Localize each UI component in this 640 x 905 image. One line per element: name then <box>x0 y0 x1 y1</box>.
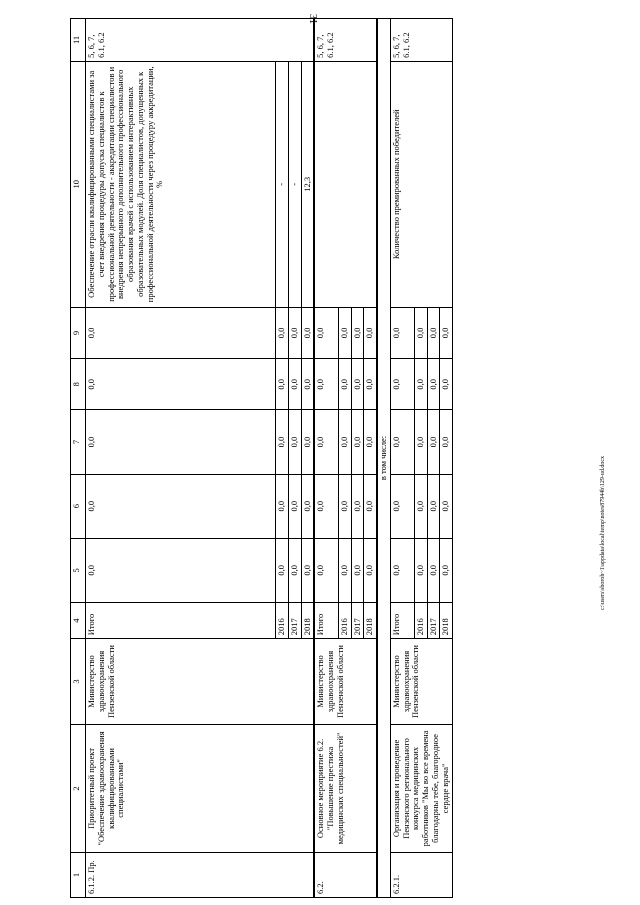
row-links: 5, 6, 7, 6.1, 6.2 <box>314 19 377 62</box>
cell-value: 0,0 <box>440 474 453 538</box>
cell-value: 0,0 <box>288 410 301 474</box>
cell-value: 0,0 <box>414 538 427 602</box>
col-header-7: 7 <box>71 410 86 474</box>
rotated-table-wrapper <box>70 18 590 898</box>
cell-value: 0,0 <box>390 307 414 358</box>
cell-value: 0,0 <box>86 410 276 474</box>
table-row <box>390 19 414 898</box>
cell-value: 0,0 <box>427 359 440 410</box>
row-title: Организация и проведение Пензенского регионального конкурса медицинских работников "Мы во все времена благодарны тебе, благородное сердце врача" <box>390 724 452 852</box>
col-header-9: 9 <box>71 307 86 358</box>
row-indicator <box>314 61 377 307</box>
cell-value: 0,0 <box>440 307 453 358</box>
row-links: 5, 6, 7, 6.1, 6.2 <box>390 19 452 62</box>
page-number: 31 <box>307 14 318 24</box>
cell-value: 0,0 <box>288 538 301 602</box>
cell-value: 0,0 <box>314 538 338 602</box>
col-header-1: 1 <box>71 853 86 898</box>
cell-value: 0,0 <box>364 307 377 358</box>
row-year: Итого <box>390 602 414 638</box>
row-indicator: Количество премированных победителей <box>390 61 452 307</box>
cell-value: 0,0 <box>351 359 364 410</box>
cell-value: 0,0 <box>314 307 338 358</box>
row-year: 2018 <box>301 602 314 638</box>
row-year: 2018 <box>364 602 377 638</box>
row-indicator: Обеспечение отрасли квалифицированными специалистами за счет внедрения процедуры допуска специалистов к профессиональной деятельности - аккредитации специалистов и внедрения непрерывного дополнительного профессионального образования врачей с использованием интерактивных образовательных модулей. Доля специалистов, допущенных к профессиональной деятельности через процедуру аккредитации, % <box>86 61 276 307</box>
cell-value: 0,0 <box>351 307 364 358</box>
col-header-3: 3 <box>71 639 86 725</box>
cell-value: 0,0 <box>440 410 453 474</box>
row-title: Приоритетный проект "Обеспечение здравоохранения квалифицированными специалистами" <box>86 724 315 852</box>
table-row <box>314 19 338 898</box>
row-code: 6.1.2. Пр. <box>86 853 315 898</box>
row-executor: Министерство здравоохранения Пензенской области <box>314 639 377 725</box>
cell-value: 0,0 <box>427 307 440 358</box>
row-links: 5, 6, 7, 6.1, 6.2 <box>86 19 315 62</box>
cell-value: 0,0 <box>301 474 314 538</box>
col-header-10: 10 <box>71 61 86 307</box>
file-path-footer: c:\users\sboroh~1\appdata\local\temp\notes87944b\129-ud.docx <box>600 455 606 610</box>
including-label: в том числе: <box>377 19 390 898</box>
col-header-5: 5 <box>71 538 86 602</box>
cell-value: 0,0 <box>288 307 301 358</box>
cell-value: 0,0 <box>427 538 440 602</box>
col-header-11: 11 <box>71 19 86 62</box>
col-header-4: 4 <box>71 602 86 638</box>
cell-value: 0,0 <box>276 410 289 474</box>
row-year: Итого <box>86 602 276 638</box>
cell-value: 0,0 <box>288 474 301 538</box>
cell-value: 0,0 <box>414 410 427 474</box>
cell-value: 0,0 <box>86 307 276 358</box>
cell-value: 0,0 <box>301 410 314 474</box>
row-year: 2017 <box>351 602 364 638</box>
cell-value: 0,0 <box>414 307 427 358</box>
cell-value: 0,0 <box>338 307 351 358</box>
cell-value: 0,0 <box>338 474 351 538</box>
cell-value: 0,0 <box>427 410 440 474</box>
row-code: 6.2. <box>314 853 377 898</box>
program-table <box>70 18 453 898</box>
cell-value: 0,0 <box>276 474 289 538</box>
cell-value: 0,0 <box>414 474 427 538</box>
row-title: Основное мероприятие 6.2. "Повышение престижа медицинских специальностей" <box>314 724 377 852</box>
row-year: 2017 <box>288 602 301 638</box>
cell-value: 0,0 <box>427 474 440 538</box>
cell-value: 0,0 <box>390 359 414 410</box>
cell-value: 0,0 <box>351 474 364 538</box>
cell-value: 0,0 <box>440 538 453 602</box>
cell-value: 0,0 <box>364 538 377 602</box>
row-indicator-value: - <box>288 61 301 307</box>
cell-value: 0,0 <box>301 538 314 602</box>
row-year: 2016 <box>338 602 351 638</box>
cell-value: 0,0 <box>314 410 338 474</box>
cell-value: 0,0 <box>314 474 338 538</box>
cell-value: 0,0 <box>86 538 276 602</box>
row-indicator-value: 12,3 <box>301 61 314 307</box>
cell-value: 0,0 <box>390 538 414 602</box>
cell-value: 0,0 <box>276 307 289 358</box>
table-row <box>86 19 276 898</box>
row-year: 2017 <box>427 602 440 638</box>
row-code: 6.2.1. <box>390 853 452 898</box>
row-indicator-value: - <box>276 61 289 307</box>
cell-value: 0,0 <box>414 359 427 410</box>
cell-value: 0,0 <box>351 410 364 474</box>
cell-value: 0,0 <box>390 474 414 538</box>
row-year: 2016 <box>276 602 289 638</box>
cell-value: 0,0 <box>301 359 314 410</box>
cell-value: 0,0 <box>301 307 314 358</box>
cell-value: 0,0 <box>440 359 453 410</box>
cell-value: 0,0 <box>338 410 351 474</box>
cell-value: 0,0 <box>314 359 338 410</box>
row-year: 2016 <box>414 602 427 638</box>
cell-value: 0,0 <box>276 538 289 602</box>
row-executor: Министерство здравоохранения Пензенской области <box>86 639 315 725</box>
col-header-6: 6 <box>71 474 86 538</box>
cell-value: 0,0 <box>86 359 276 410</box>
cell-value: 0,0 <box>288 359 301 410</box>
cell-value: 0,0 <box>364 410 377 474</box>
col-header-2: 2 <box>71 724 86 852</box>
cell-value: 0,0 <box>364 474 377 538</box>
row-year: Итого <box>314 602 338 638</box>
row-executor: Министерство здравоохранения Пензенской области <box>390 639 452 725</box>
cell-value: 0,0 <box>364 359 377 410</box>
cell-value: 0,0 <box>390 410 414 474</box>
table-row <box>377 19 390 898</box>
column-number-row <box>71 19 86 898</box>
cell-value: 0,0 <box>351 538 364 602</box>
row-year: 2018 <box>440 602 453 638</box>
cell-value: 0,0 <box>338 359 351 410</box>
cell-value: 0,0 <box>338 538 351 602</box>
cell-value: 0,0 <box>276 359 289 410</box>
col-header-8: 8 <box>71 359 86 410</box>
cell-value: 0,0 <box>86 474 276 538</box>
